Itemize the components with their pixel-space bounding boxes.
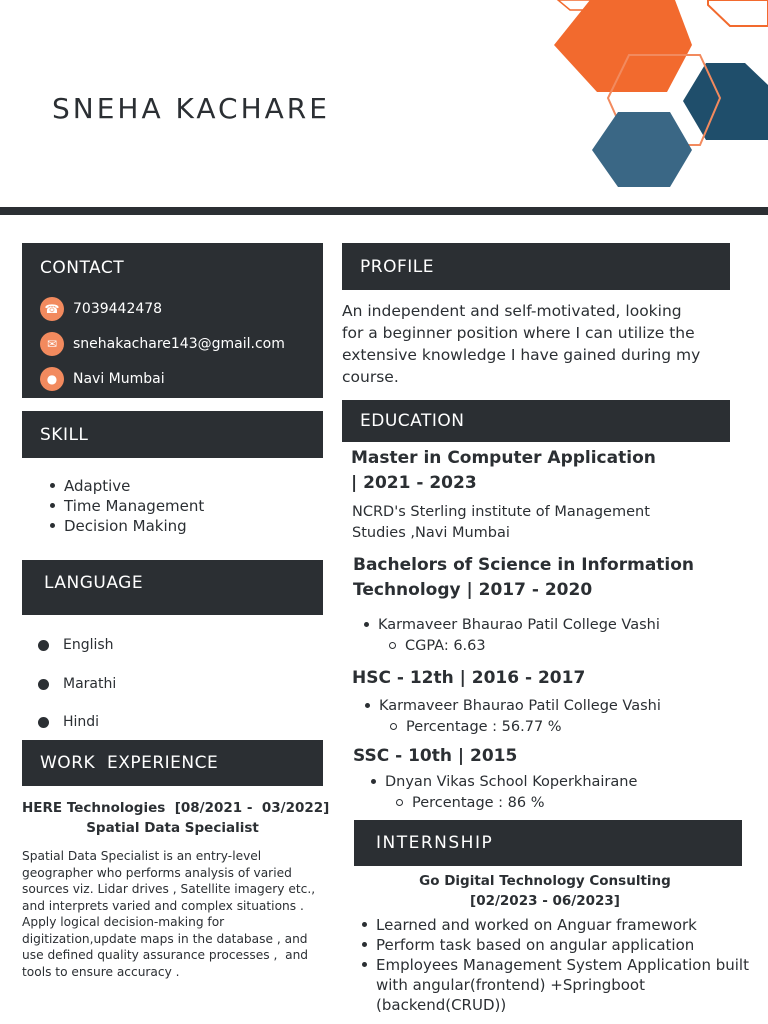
skill-item: Time Management (48, 496, 204, 516)
language-label: English (63, 637, 114, 653)
hsc-details (363, 696, 661, 717)
work-heading: WORK EXPERIENCE (22, 740, 323, 786)
contact-email[interactable]: snehakachare143@gmail.com (73, 336, 285, 352)
mail-icon: ✉ (40, 332, 64, 356)
location-pin-icon: ● (40, 367, 64, 391)
desc-line: digitization,update maps in the database , and (22, 931, 308, 946)
bullet-icon (38, 640, 49, 651)
internship-item-continued: with angular(frontend) +Springboot (376, 976, 645, 994)
bsc-college: Karmaveer Bhaurao Patil College Vashi (362, 615, 660, 636)
bsc-details (362, 615, 660, 636)
ssc-percentage: Percentage : 86 % (394, 793, 545, 814)
desc-line: geographer who performs analysis of varied (22, 865, 292, 880)
language-label: Marathi (63, 676, 117, 692)
contact-location: Navi Mumbai (73, 371, 165, 387)
work-description (22, 848, 327, 980)
bullet-icon (38, 679, 49, 690)
bsc-subdetails (387, 636, 486, 657)
language-heading: LANGUAGE (22, 560, 323, 615)
internship-company: Go Digital Technology Consulting (419, 873, 671, 889)
ssc-school: Dnyan Vikas School Koperkhairane (369, 772, 637, 793)
bsc-title-line: Bachelors of Science in Information (353, 555, 695, 575)
mca-title-line: Master in Computer Application (351, 448, 656, 468)
language-label: Hindi (63, 714, 100, 730)
internship-item-continued: (backend(CRUD)) (376, 996, 507, 1014)
hsc-subdetails (388, 717, 562, 738)
mca-title-line: | 2021 - 2023 (351, 473, 477, 493)
profile-text (342, 300, 762, 388)
language-item (38, 637, 114, 653)
hsc-college: Karmaveer Bhaurao Patil College Vashi (363, 696, 661, 717)
desc-line: Apply logical decision-making for (22, 915, 225, 929)
internship-list (360, 915, 749, 1015)
contact-phone-row (40, 297, 162, 321)
bsc-title (353, 553, 694, 603)
skill-heading: SKILL (22, 411, 323, 458)
profile-line: An independent and self-motivated, looking (342, 302, 682, 320)
header-divider (0, 207, 768, 215)
language-item (38, 714, 99, 730)
work-role: Spatial Data Specialist (86, 820, 259, 836)
internship-heading: INTERNSHIP (354, 820, 742, 866)
desc-line: use defined quality assurance processes , and (22, 948, 309, 962)
profile-line: for a beginner position where I can utilize the (342, 324, 695, 342)
skill-list (48, 476, 204, 536)
hsc-title: HSC - 12th | 2016 - 2017 (352, 668, 586, 688)
ssc-title: SSC - 10th | 2015 (353, 746, 518, 766)
bsc-cgpa: CGPA: 6.63 (387, 636, 486, 657)
internship-item: Learned and worked on Anguar framework (360, 915, 749, 935)
bsc-title-line: Technology | 2017 - 2020 (353, 580, 593, 600)
mca-institute (352, 502, 650, 544)
candidate-name: SNEHA KACHARE (52, 92, 330, 125)
phone-icon: ☎ (40, 297, 64, 321)
skill-item: Adaptive (48, 476, 204, 496)
internship-item: Employees Management System Application built (360, 955, 749, 975)
desc-line: tools to ensure accuracy . (22, 964, 180, 979)
language-item (38, 676, 116, 692)
bullet-icon (38, 717, 49, 728)
mca-institute-line: NCRD's Sterling institute of Management (352, 504, 650, 520)
internship-dates: [02/2023 - 06/2023] (470, 893, 620, 909)
skill-item: Decision Making (48, 516, 204, 536)
profile-line: extensive knowledge I have gained during my (342, 346, 701, 364)
desc-line: sources viz. Lidar drives , Satellite imagery etc., (22, 882, 316, 896)
internship-item: Perform task based on angular application (360, 935, 749, 955)
hsc-percentage: Percentage : 56.77 % (388, 717, 562, 738)
contact-email-row (40, 332, 285, 356)
mca-institute-line: Studies ,Navi Mumbai (352, 525, 510, 541)
contact-heading: CONTACT (40, 258, 125, 278)
ssc-subdetails (394, 793, 545, 814)
contact-phone[interactable]: 7039442478 (73, 301, 163, 317)
contact-location-row (40, 367, 165, 391)
desc-line: and interprets varied and complex situations . (22, 898, 304, 913)
hexagon-decoration (540, 0, 768, 195)
ssc-details (369, 772, 637, 793)
desc-line: Spatial Data Specialist is an entry-level (22, 849, 262, 863)
profile-heading: PROFILE (342, 243, 730, 290)
profile-line: course. (342, 368, 399, 386)
mca-title (351, 446, 656, 496)
work-company: HERE Technologies [08/2021 - 03/2022] (22, 800, 330, 816)
education-heading: EDUCATION (342, 400, 730, 442)
